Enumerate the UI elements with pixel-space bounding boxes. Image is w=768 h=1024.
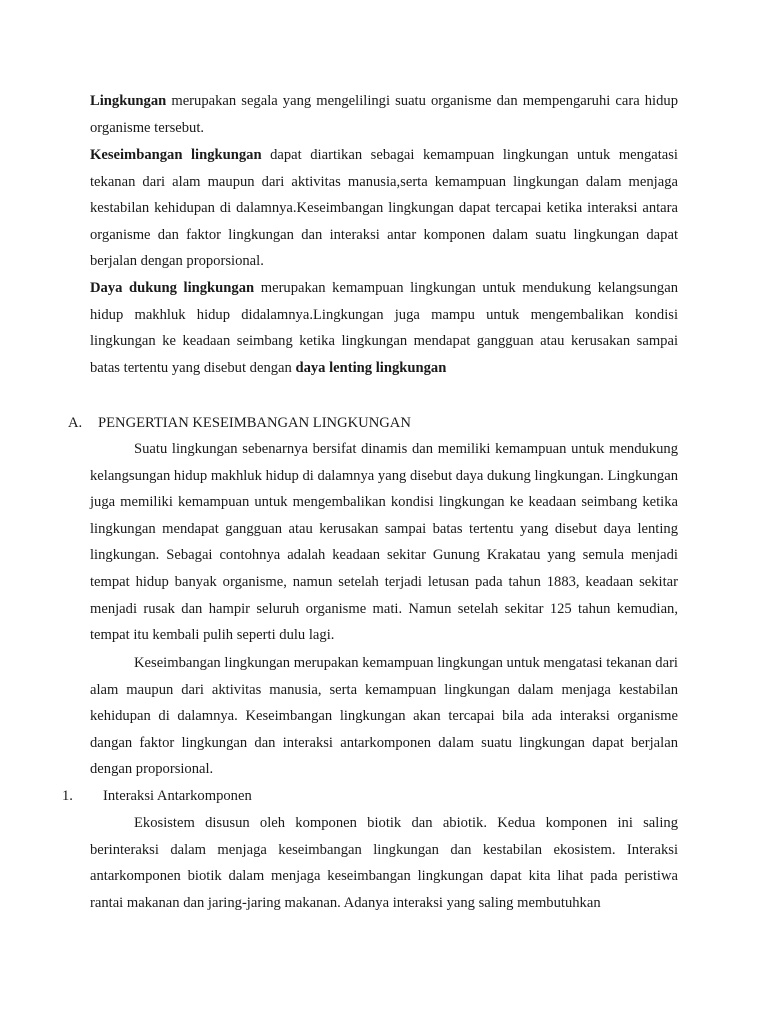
subsection-1-heading xyxy=(62,783,682,810)
term-lingkungan: Lingkungan xyxy=(90,93,167,109)
definition-text: dapat diartikan sebagai kemampuan lingkungan untuk mengatasi tekanan dari alam maupun dari aktivitas manusia,serta kemampuan lingkungan dalam menjaga kestabilan kehidupan di dalamnya.Keseimbangan lingkungan dapat tercapai ketika interaksi antara organisme dan faktor lingkungan dan interaksi antar komponen dalam suatu lingkungan dapat berjalan dengan proporsional. xyxy=(90,147,678,270)
section-title: PENGERTIAN KESEIMBANGAN LINGKUNGAN xyxy=(98,415,411,431)
section-a-paragraph-2: Keseimbangan lingkungan merupakan kemampuan lingkungan untuk mengatasi tekanan dari alam maupun dari aktivitas manusia, serta kemampuan lingkungan dalam menjaga kestabilan kehidupan di dalamnya. Keseimbangan lingkungan akan tercapai bila ada interaksi organisme dangan faktor lingkungan dan interaksi antarkomponen dalam suatu lingkungan dapat berjalan dengan proporsional. xyxy=(90,655,678,778)
subsection-title: Interaksi Antarkomponen xyxy=(103,788,252,804)
intro-paragraph-keseimbangan xyxy=(90,142,678,275)
term-daya-lenting-lingkungan: daya lenting lingkungan xyxy=(295,359,447,376)
intro-paragraph-lingkungan xyxy=(90,88,678,141)
intro-paragraph-daya-dukung xyxy=(90,275,678,381)
section-a-paragraph-1: Suatu lingkungan sebenarnya bersifat dinamis dan memiliki kemampuan untuk mendukung kelangsungan hidup makhluk hidup di dalamnya yang disebut daya dukung lingkungan. Lingkungan juga memiliki kemampuan untuk mengembalikan kondisi lingkungan ke keadaan seimbang ketika lingkungan mendapat gangguan atau kerusakan sampai batas tertentu yang disebut daya lenting lingkungan. Sebagai contohnya adalah keadaan sekitar Gunung Krakatau yang semula menjadi tempat hidup banyak organisme, namun setelah terjadi letusan pada tahun 1883, keadaan sekitar menjadi rusak dan hampir seluruh organisme mati. Namun setelah sekitar 125 tahun kemudian, tempat itu kembali pulih seperti dulu lagi. xyxy=(90,441,678,644)
definition-text: merupakan kemampuan lingkungan untuk mendukung kelangsungan hidup makhluk hidup didalamnya.Lingkungan juga mampu untuk mengembalikan kondisi lingkungan ke keadaan seimbang ketika lingkungan mendapat gangguan atau kerusakan sampai batas tertentu yang disebut dengan xyxy=(90,280,679,376)
section-a-heading xyxy=(68,410,688,437)
section-marker: A. xyxy=(68,415,83,431)
term-daya-dukung-lingkungan: Daya dukung lingkungan xyxy=(90,280,255,296)
subsection-marker: 1. xyxy=(62,788,73,804)
term-keseimbangan-lingkungan: Keseimbangan lingkungan xyxy=(90,147,262,163)
subsection-1-paragraph: Ekosistem disusun oleh komponen biotik dan abiotik. Kedua komponen ini saling berinteraksi dalam menjaga keseimbangan lingkungan dan kestabilan ekosistem. Interaksi antarkomponen biotik dalam menjaga keseimbangan lingkungan dapat kita lihat pada peristiwa rantai makanan dan jaring-jaring makanan. Adanya interaksi yang saling membutuhkan xyxy=(90,815,678,911)
definition-text: merupakan segala yang mengelilingi suatu organisme dan mempengaruhi cara hidup organisme tersebut. xyxy=(90,93,678,136)
